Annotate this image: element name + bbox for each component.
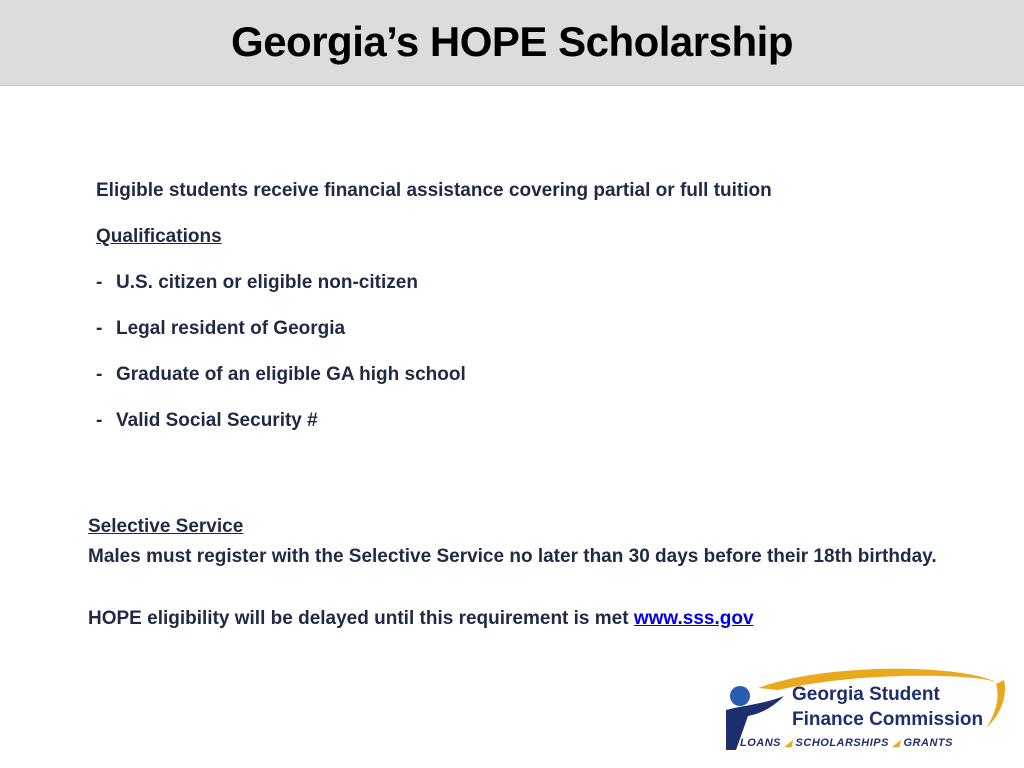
hope-note-line [88,604,968,634]
qualifications-heading: Qualifications [96,226,222,247]
bullet-dash: - [96,318,103,339]
qualification-text: U.S. citizen or eligible non-citizen [116,272,418,293]
bullet-dash: - [96,272,103,293]
spacer [88,572,968,604]
qualification-text: Valid Social Security # [116,410,318,431]
triangle-icon: ◢ [892,738,900,748]
hope-note: HOPE eligibility will be delayed until this requirement is met [88,608,629,629]
qualification-item [96,314,956,360]
title-bar [0,0,1024,86]
qualification-text: Legal resident of Georgia [116,318,346,339]
gsfc-logo [718,666,1008,758]
logo-tagline [740,737,953,749]
tag-grants: GRANTS [903,737,953,749]
triangle-icon: ◢ [784,738,792,748]
tag-scholarships: SCHOLARSHIPS [795,737,889,749]
intro-text: Eligible students receive financial assistance covering partial or full tuition [96,180,772,201]
logo-line-1: Georgia Student [792,684,940,705]
qualification-item [96,268,956,314]
sss-link[interactable]: www.sss.gov [633,608,754,629]
main-content [96,176,956,452]
qualification-item [96,360,956,406]
bullet-dash: - [96,410,103,431]
selective-service-body: Males must register with the Selective Service no later than 30 days before their 18th birthday. [88,546,937,567]
logo-line-2: Finance Commission [792,709,984,730]
qualification-text: Graduate of an eligible GA high school [116,364,466,385]
slide-title: Georgia’s HOPE Scholarship [231,18,793,65]
bullet-dash: - [96,364,103,385]
selective-service-heading: Selective Service [88,516,244,537]
qualification-item [96,406,956,452]
tag-loans: LOANS [740,737,781,749]
selective-service-section [88,512,968,634]
